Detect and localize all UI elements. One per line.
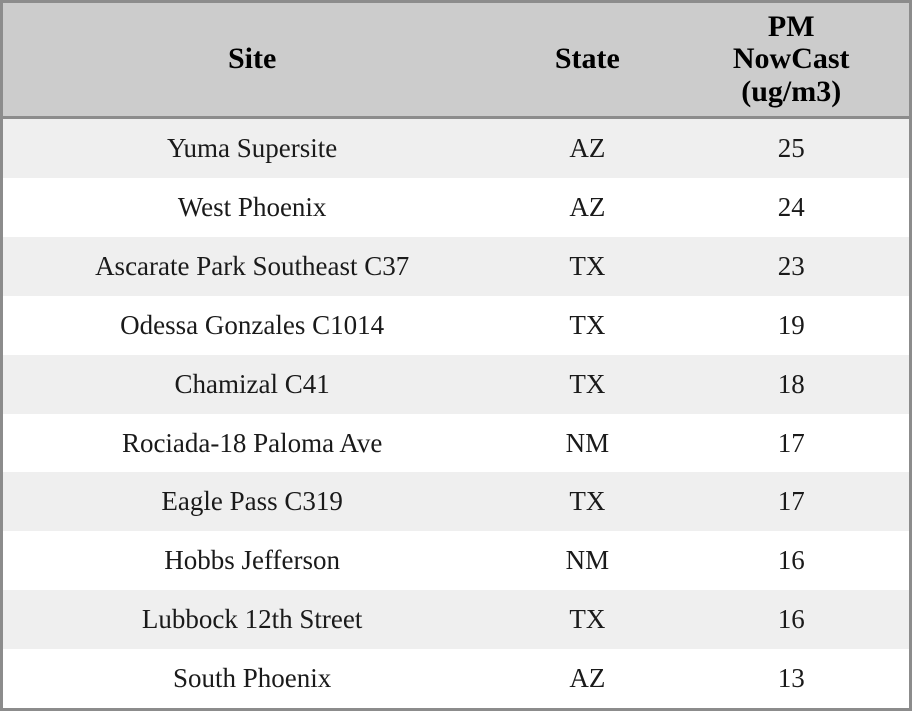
cell-site: West Phoenix bbox=[3, 178, 501, 237]
cell-state: AZ bbox=[501, 118, 673, 178]
column-header-pm-nowcast-line3: (ug/m3) bbox=[741, 74, 842, 108]
cell-value: 23 bbox=[673, 237, 909, 296]
cell-value: 17 bbox=[673, 472, 909, 531]
table-row bbox=[3, 296, 909, 355]
cell-value: 16 bbox=[673, 531, 909, 590]
column-header-state: State bbox=[501, 3, 673, 118]
cell-value: 24 bbox=[673, 178, 909, 237]
table-header bbox=[3, 3, 909, 118]
cell-site: Chamizal C41 bbox=[3, 355, 501, 414]
column-header-site: Site bbox=[3, 3, 501, 118]
table-row bbox=[3, 414, 909, 473]
cell-state: NM bbox=[501, 414, 673, 473]
pm-nowcast-table bbox=[3, 3, 909, 708]
table-row bbox=[3, 649, 909, 708]
cell-site: South Phoenix bbox=[3, 649, 501, 708]
cell-value: 16 bbox=[673, 590, 909, 649]
cell-value: 19 bbox=[673, 296, 909, 355]
cell-value: 13 bbox=[673, 649, 909, 708]
cell-site: Ascarate Park Southeast C37 bbox=[3, 237, 501, 296]
cell-state: TX bbox=[501, 296, 673, 355]
cell-site: Eagle Pass C319 bbox=[3, 472, 501, 531]
cell-site: Hobbs Jefferson bbox=[3, 531, 501, 590]
cell-value: 25 bbox=[673, 118, 909, 178]
table-row bbox=[3, 590, 909, 649]
cell-site: Odessa Gonzales C1014 bbox=[3, 296, 501, 355]
column-header-pm-nowcast bbox=[673, 3, 909, 118]
cell-state: TX bbox=[501, 472, 673, 531]
cell-state: AZ bbox=[501, 178, 673, 237]
cell-value: 18 bbox=[673, 355, 909, 414]
column-header-pm-nowcast-line2: NowCast bbox=[732, 42, 850, 76]
cell-site: Rociada-18 Paloma Ave bbox=[3, 414, 501, 473]
column-header-pm-nowcast-line1: PM bbox=[767, 10, 815, 43]
table-row bbox=[3, 355, 909, 414]
cell-site: Lubbock 12th Street bbox=[3, 590, 501, 649]
cell-site: Yuma Supersite bbox=[3, 118, 501, 178]
table-row bbox=[3, 118, 909, 178]
cell-value: 17 bbox=[673, 414, 909, 473]
cell-state: NM bbox=[501, 531, 673, 590]
cell-state: TX bbox=[501, 590, 673, 649]
table-row bbox=[3, 472, 909, 531]
table-body bbox=[3, 118, 909, 708]
table-row bbox=[3, 237, 909, 296]
table-row bbox=[3, 531, 909, 590]
cell-state: TX bbox=[501, 355, 673, 414]
table-header-row bbox=[3, 3, 909, 118]
cell-state: AZ bbox=[501, 649, 673, 708]
cell-state: TX bbox=[501, 237, 673, 296]
table-row bbox=[3, 178, 909, 237]
